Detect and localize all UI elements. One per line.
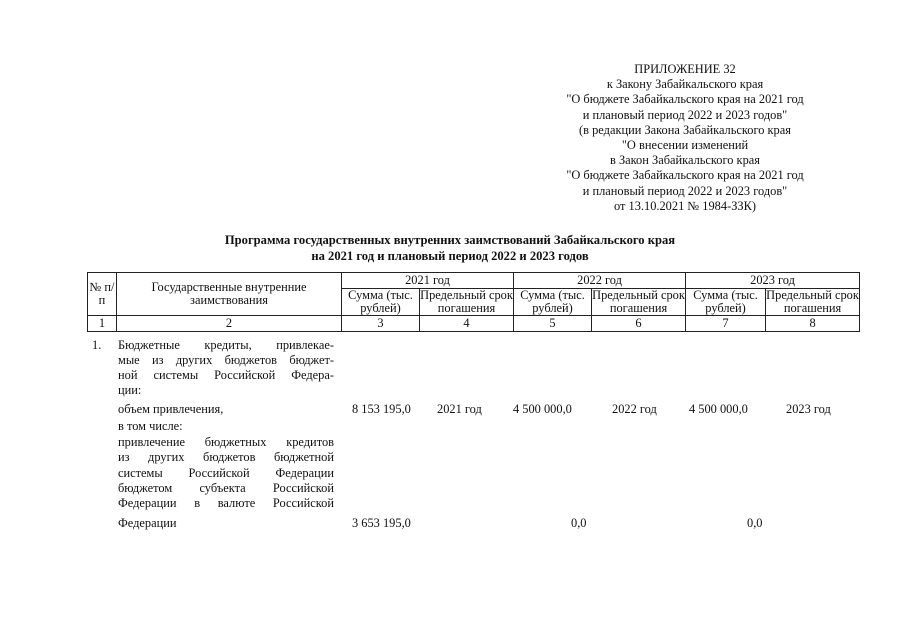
sub-description-line: привлечение бюджетных кредитов [118, 435, 334, 449]
col-number-header: № п/п [88, 273, 117, 316]
appendix-line: к Закону Забайкальского края [606, 77, 764, 92]
sub-sum-2021: 3 653 195,0 [352, 516, 411, 530]
appendix-header [540, 62, 830, 214]
sub-description-line: Федерации в валюте Российской [118, 496, 334, 510]
sum-header: Сумма (тыс. рублей) [514, 289, 592, 316]
item-description-line: ной системы Российской Федера- [118, 368, 334, 382]
title-line-1: Программа государственных внутренних заимствований Забайкальского края [224, 233, 676, 247]
sub-description-line: из других бюджетов бюджетной [118, 450, 334, 464]
sub-sum-2022: 0,0 [571, 516, 587, 530]
column-number: 3 [342, 316, 420, 332]
appendix-line: от 13.10.2021 № 1984-ЗЗК) [613, 198, 757, 213]
column-number: 4 [420, 316, 514, 332]
appendix-line: "О бюджете Забайкальского края на 2021 год [566, 92, 804, 107]
year-2023-header: 2023 год [686, 273, 860, 289]
appendix-line: и плановый период 2022 и 2023 годов" [582, 183, 788, 198]
column-number: 5 [514, 316, 592, 332]
sub-description-line: Федерации [118, 516, 177, 530]
volume-term-2023: 2023 год [786, 402, 831, 416]
column-number: 7 [686, 316, 766, 332]
appendix-line: в Закон Забайкальского края [610, 153, 760, 168]
sub-sum-2023: 0,0 [747, 516, 763, 530]
volume-term-2022: 2022 год [612, 402, 657, 416]
year-2021-header: 2021 год [342, 273, 514, 289]
title-line-2: на 2021 год и плановый период 2022 и 2023 годов [311, 248, 589, 263]
column-number: 8 [766, 316, 860, 332]
item-description-line: Бюджетные кредиты, привлекае- [118, 338, 334, 352]
volume-label: объем привлечения, [118, 402, 224, 416]
volume-sum-2022: 4 500 000,0 [513, 402, 572, 416]
table-body [87, 338, 859, 538]
sum-header: Сумма (тыс. рублей) [342, 289, 420, 316]
column-number: 6 [592, 316, 686, 332]
volume-sum-2021: 8 153 195,0 [352, 402, 411, 416]
year-2022-header: 2022 год [514, 273, 686, 289]
volume-term-2021: 2021 год [437, 402, 482, 416]
item-number: 1. [92, 338, 102, 352]
sum-header: Сумма (тыс. рублей) [686, 289, 766, 316]
appendix-line: "О бюджете Забайкальского края на 2021 год [566, 168, 804, 183]
including-label: в том числе: [118, 419, 183, 433]
item-description-line: мые из других бюджетов бюджет- [118, 353, 334, 367]
appendix-line: (в редакции Закона Забайкальского края [579, 122, 791, 137]
term-header: Предельный срок погашения [592, 288, 685, 315]
appendix-line: "О внесении изменений [621, 138, 749, 153]
borrowing-table-header [87, 272, 860, 332]
column-number: 1 [88, 316, 117, 332]
term-header: Предельный срок погашения [766, 288, 859, 315]
column-number: 2 [117, 316, 342, 332]
document-title [150, 233, 750, 264]
sub-description-line: бюджетом субъекта Российской [118, 481, 334, 495]
appendix-line: и плановый период 2022 и 2023 годов" [582, 107, 788, 122]
item-description-line: ции: [118, 383, 142, 397]
sub-description-line: системы Российской Федерации [118, 466, 334, 480]
volume-sum-2023: 4 500 000,0 [689, 402, 748, 416]
col-name-header: Государственные внутренние заимствования [117, 273, 342, 316]
appendix-line: ПРИЛОЖЕНИЕ 32 [634, 62, 736, 76]
term-header: Предельный срок погашения [420, 288, 513, 315]
